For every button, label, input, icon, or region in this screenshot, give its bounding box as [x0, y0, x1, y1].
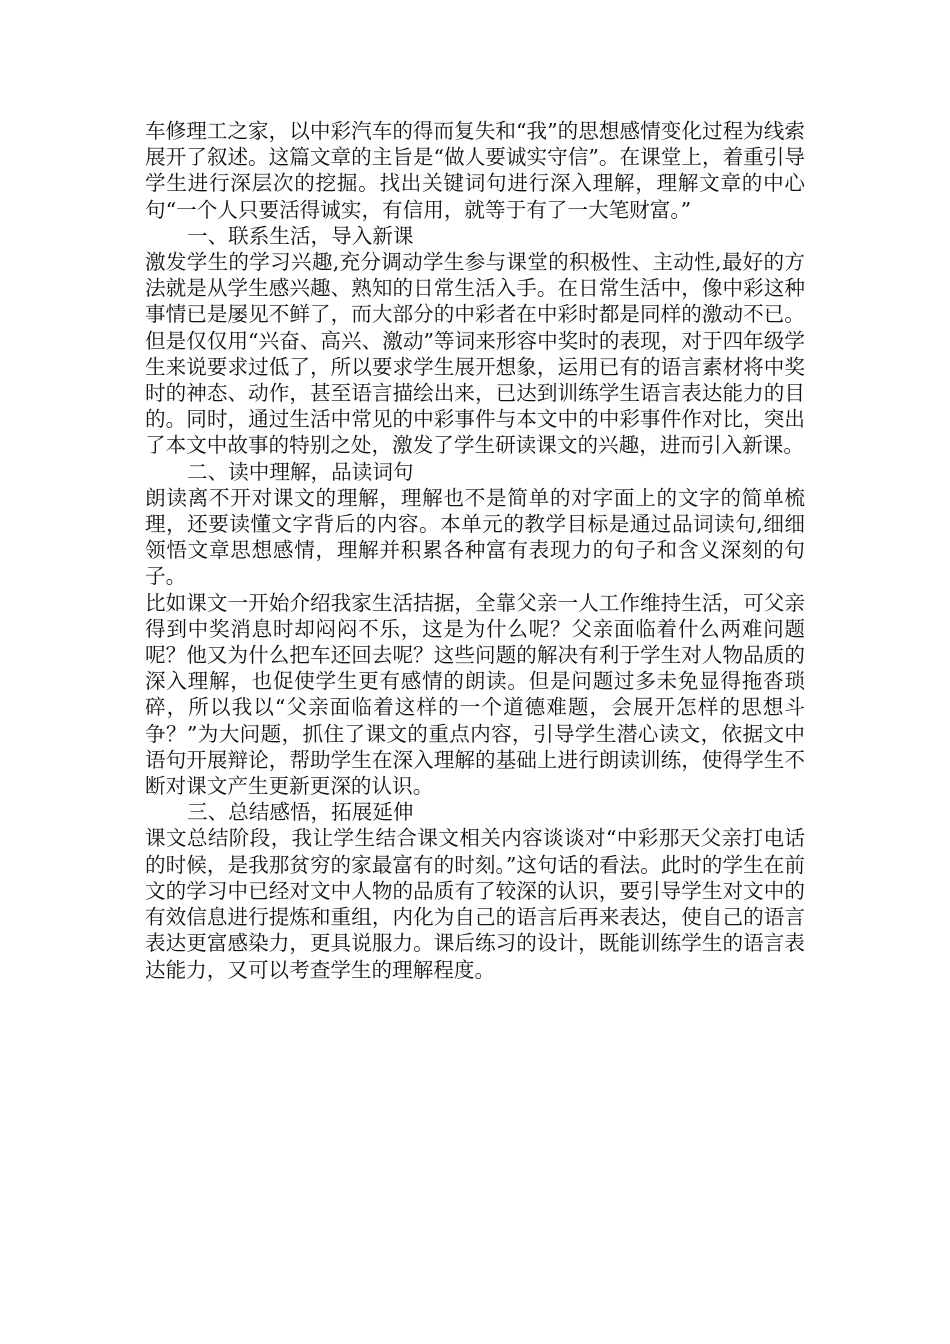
paragraph-section-2a: 朗读离不开对课文的理解，理解也不是简单的对字面上的文字的简单梳理，还要读懂文字背后的内容。本单元的教学目标是通过品词读句,细细领悟文章思想感情，理解并积累各种富有表现力的句子和含义深刻的句子。 [145, 485, 805, 589]
paragraph-section-1: 激发学生的学习兴趣,充分调动学生参与课堂的积极性、主动性,最好的方法就是从学生感兴趣、熟知的日常生活入手。在日常生活中，像中彩这种事情已是屡见不鲜了，而大部分的中彩者在中彩时都是同样的激动不已。但是仅仅用“兴奋、高兴、激动”等词来形容中奖时的表现，对于四年级学生来说要求过低了，所以要求学生展开想象，运用已有的语言素材将中奖时的神态、动作，甚至语言描绘出来，已达到训练学生语言表达能力的目的。同时，通过生活中常见的中彩事件与本文中的中彩事件作对比，突出了本文中故事的特别之处，激发了学生研读课文的兴趣，进而引入新课。 [145, 250, 805, 458]
paragraph-intro: 车修理工之家，以中彩汽车的得而复失和“我”的思想感情变化过程为线索展开了叙述。这篇文章的主旨是“做人要诚实守信”。在课堂上，着重引导学生进行深层次的挖掘。找出关键词句进行深入理解，理解文章的中心句“一个人只要活得诚实，有信用，就等于有了一大笔财富。” [145, 119, 805, 222]
paragraph-section-3: 课文总结阶段，我让学生结合课文相关内容谈谈对“中彩那天父亲打电话的时候，是我那贫穷的家最富有的时刻。”这句话的看法。此时的学生在前文的学习中已经对文中人物的品质有了较深的认识，要引导学生对文中的有效信息进行提炼和重组，内化为自己的语言后再来表达，使自己的语言表达更富感染力，更具说服力。课后练习的设计，既能训练学生的语言表达能力，又可以考查学生的理解程度。 [145, 826, 805, 982]
section-heading-3: 三、总结感悟，拓展延伸 [187, 800, 414, 825]
document-body [145, 118, 805, 983]
section-heading-1: 一、联系生活，导入新课 [187, 223, 414, 248]
paragraph-section-2b: 比如课文一开始介绍我家生活拮据，全靠父亲一人工作维持生活，可父亲得到中奖消息时却闷闷不乐，这是为什么呢？父亲面临着什么两难问题呢？他又为什么把车还回去呢？这些问题的解决有利于学生对人物品质的深入理解，也促使学生更有感情的朗读。但是问题过多未免显得拖沓琐碎，所以我以“父亲面临着这样的一个道德难题，会展开怎样的思想斗争？”为大问题，抓住了课文的重点内容，引导学生潜心读文，依据文中语句开展辩论，帮助学生在深入理解的基础上进行朗读训练，使得学生不断对课文产生更新更深的认识。 [145, 590, 805, 799]
section-heading-2: 二、读中理解，品读词句 [187, 459, 414, 484]
